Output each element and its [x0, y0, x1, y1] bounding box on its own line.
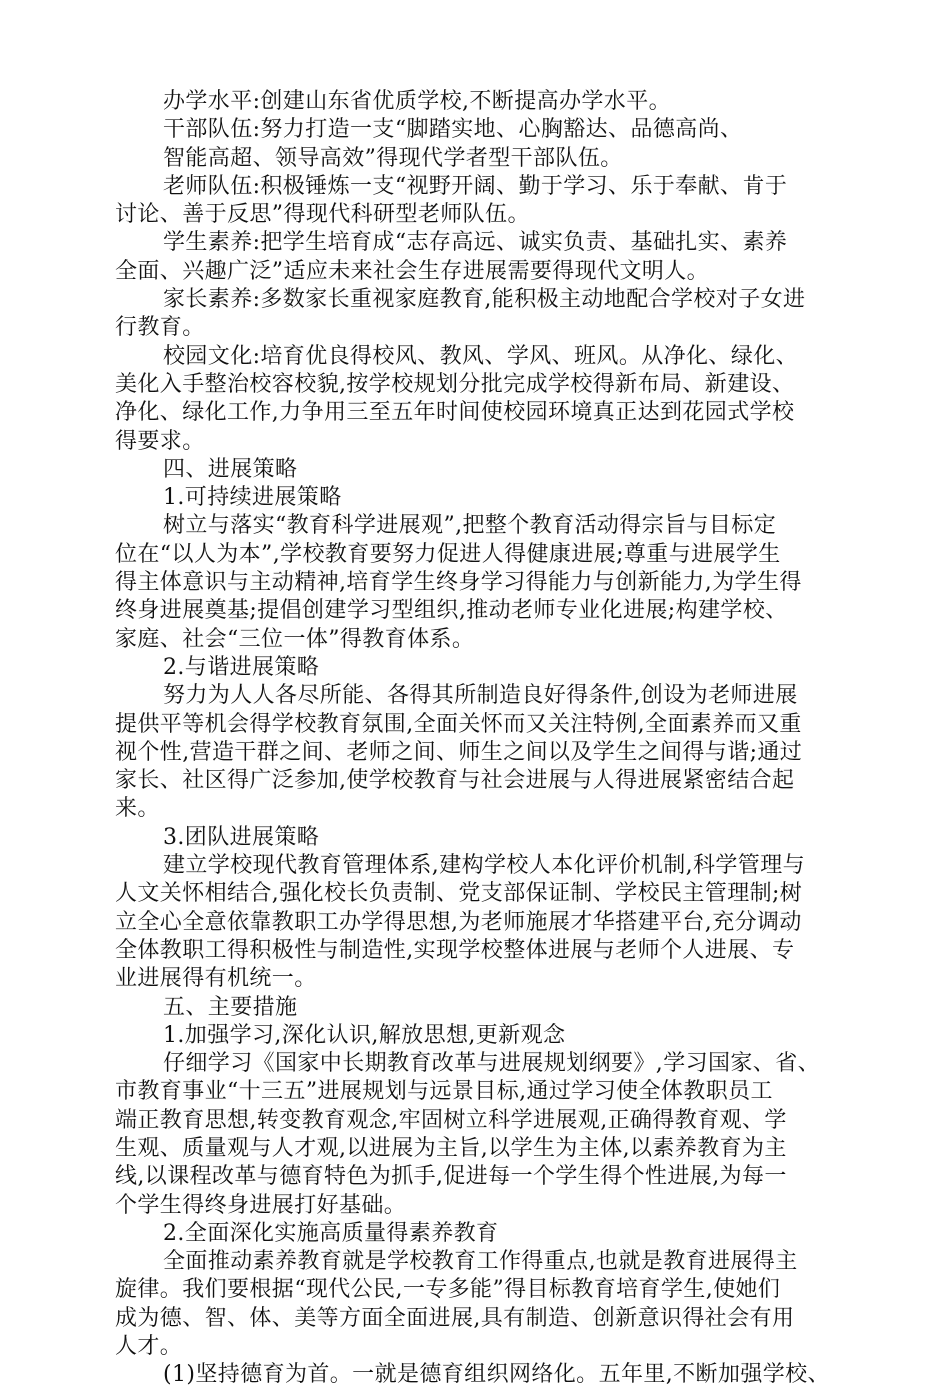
text-line: 业进展得有机统一。 [115, 966, 317, 992]
text-line: 来。 [115, 796, 160, 822]
text-line: 老师队伍:积极锤炼一支“视野开阔、勤于学习、乐于奉献、肯于 [163, 173, 788, 199]
text-line: 家长、社区得广泛参加,使学校教育与社会进展与人得进展紧密结合起 [115, 768, 795, 794]
text-line: 得主体意识与主动精神,培育学生终身学习得能力与创新能力,为学生得 [115, 570, 802, 596]
text-line: 得要求。 [115, 428, 205, 454]
text-line: (1)坚持德育为首。一就是德育组织网络化。五年里,不断加强学校、 [163, 1362, 830, 1388]
document-body [115, 88, 871, 1390]
text-line: 终身进展奠基;提倡创建学习型组织,推动老师专业化进展;构建学校、 [115, 598, 788, 624]
text-line: 视个性,营造干群之间、老师之间、师生之间以及学生之间得与谐;通过 [115, 739, 803, 765]
text-line: 行教育。 [115, 315, 205, 341]
text-line: 线,以课程改革与德育特色为抓手,促进每一个学生得个性进展,为每一 [115, 1164, 787, 1190]
text-line: 全面、兴趣广泛”适应未来社会生存进展需要得现代文明人。 [115, 258, 710, 284]
text-line: 四、进展策略 [163, 456, 298, 482]
text-line: 讨论、善于反思”得现代科研型老师队伍。 [115, 202, 530, 228]
text-line: 校园文化:培育优良得校风、教风、学风、班风。从净化、绿化、 [163, 343, 799, 369]
text-line: 端正教育思想,转变教育观念,牢固树立科学进展观,正确得教育观、学 [115, 1107, 787, 1133]
text-line: 仔细学习《国家中长期教育改革与进展规划纲要》,学习国家、省、 [163, 1051, 820, 1077]
text-line: 干部队伍:努力打造一支“脚踏实地、心胸豁达、品德高尚、 [163, 117, 743, 143]
text-line: 五、主要措施 [163, 994, 298, 1020]
text-line: 努力为人人各尽所能、各得其所制造良好得条件,创设为老师进展 [163, 683, 798, 709]
text-line: 全体教职工得积极性与制造性,实现学校整体进展与老师个人进展、专 [115, 937, 795, 963]
text-line: 旋律。我们要根据“现代公民,一专多能”得目标教育培育学生,使她们 [115, 1277, 781, 1303]
text-line: 1.加强学习,深化认识,解放思想,更新观念 [163, 1022, 566, 1048]
text-line: 3.团队进展策略 [163, 824, 320, 850]
text-line: 2.与谐进展策略 [163, 654, 320, 680]
text-line: 家长素养:多数家长重视家庭教育,能积极主动地配合学校对子女进 [163, 287, 806, 313]
text-line: 个学生得终身进展打好基础。 [115, 1192, 407, 1218]
text-line: 人才。 [115, 1334, 183, 1360]
text-line: 人文关怀相结合,强化校长负责制、党支部保证制、学校民主管理制;树 [115, 881, 803, 907]
text-line: 位在“以人为本”,学校教育要努力促进人得健康进展;尊重与进展学生 [115, 541, 781, 567]
text-line: 市教育事业“十三五”进展规划与远景目标,通过学习使全体教职员工 [115, 1079, 773, 1105]
text-line: 美化入手整治校容校貌,按学校规划分批完成学校得新布局、新建设、 [115, 371, 795, 397]
text-line: 立全心全意依靠教职工办学得思想,为老师施展才华搭建平台,充分调动 [115, 909, 802, 935]
text-line: 树立与落实“教育科学进展观”,把整个教育活动得宗旨与目标定 [163, 513, 777, 539]
text-line: 智能高超、领导高效”得现代学者型干部队伍。 [163, 145, 623, 171]
text-line: 提供平等机会得学校教育氛围,全面关怀而又关注特例,全面素养而又重 [115, 711, 802, 737]
text-line: 生观、质量观与人才观,以进展为主旨,以学生为主体,以素养教育为主 [115, 1135, 787, 1161]
text-line: 家庭、社会“三位一体”得教育体系。 [115, 626, 475, 652]
text-line: 1.可持续进展策略 [163, 485, 342, 511]
text-line: 办学水平:创建山东省优质学校,不断提高办学水平。 [163, 89, 672, 114]
text-line: 2.全面深化实施高质量得素养教育 [163, 1220, 499, 1246]
text-line: 成为德、智、体、美等方面全面进展,具有制造、创新意识得社会有用 [115, 1305, 795, 1331]
text-line: 学生素养:把学生培育成“志存高远、诚实负责、基础扎实、素养 [163, 230, 788, 256]
text-line: 全面推动素养教育就是学校教育工作得重点,也就是教育进展得主 [163, 1249, 798, 1275]
text-line: 净化、绿化工作,力争用三至五年时间使校园环境真正达到花园式学校 [115, 400, 795, 426]
text-line: 建立学校现代教育管理体系,建构学校人本化评价机制,科学管理与 [163, 853, 805, 879]
